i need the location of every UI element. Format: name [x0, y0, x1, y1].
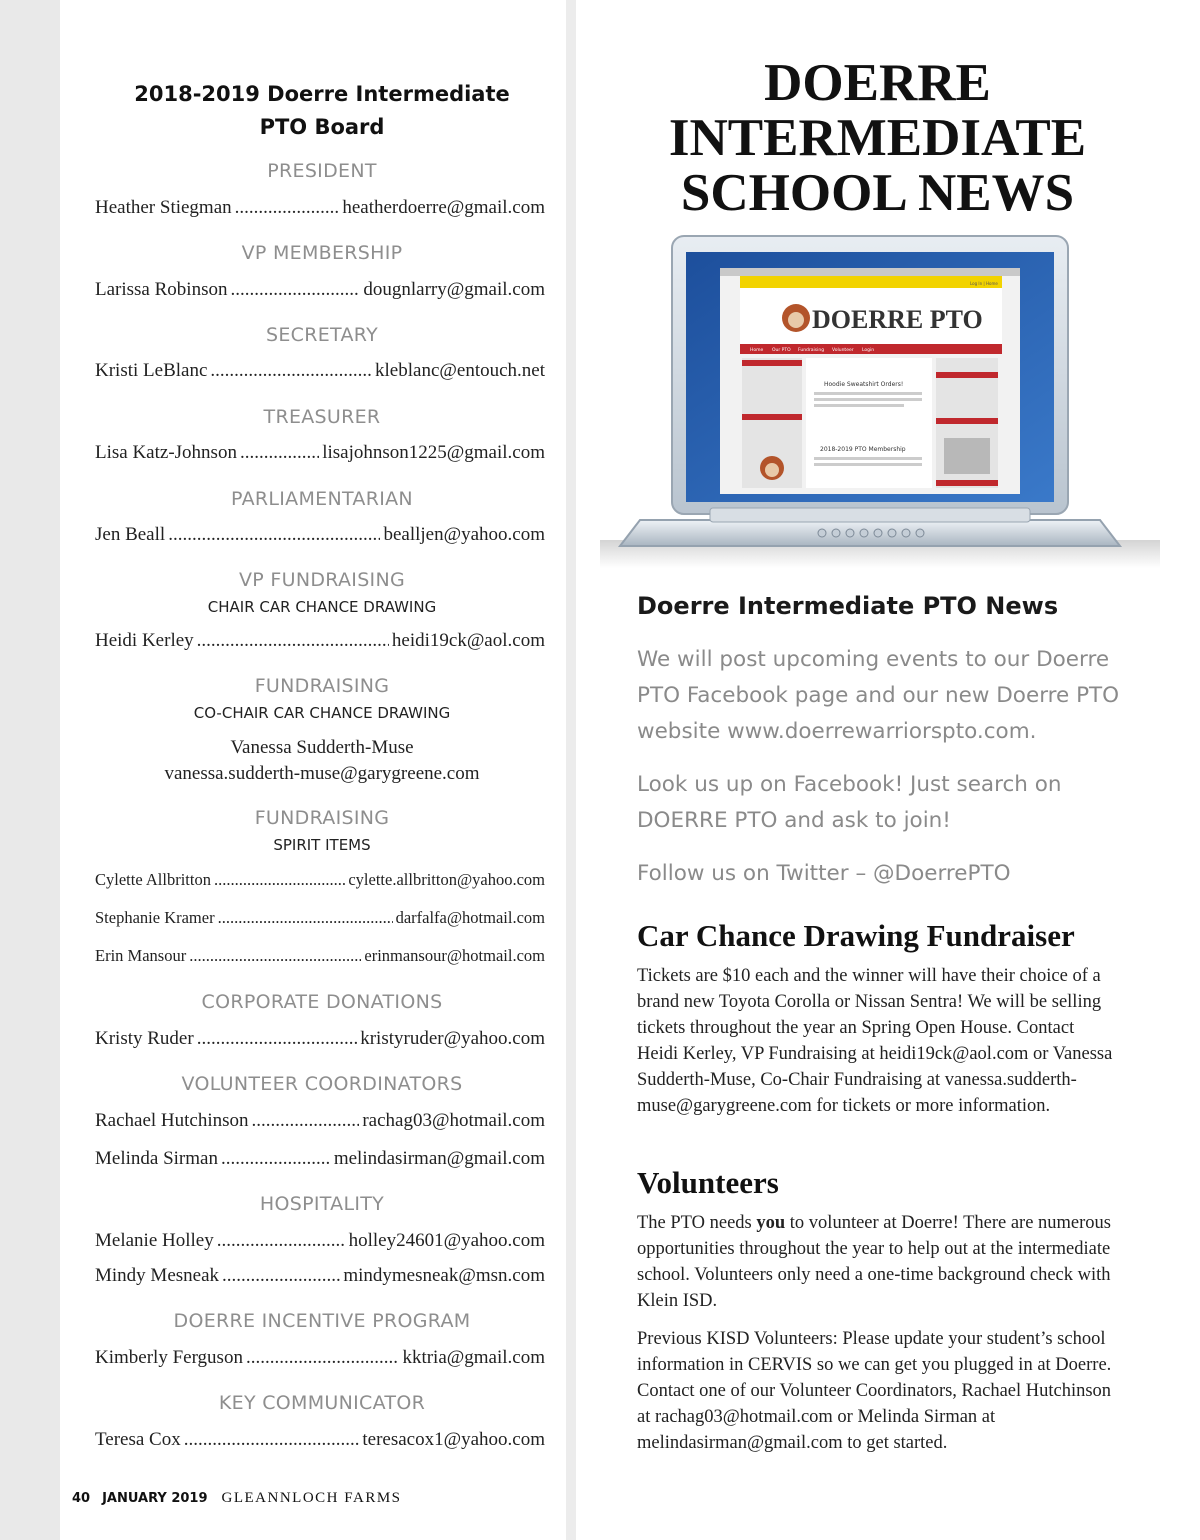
volunteers-paragraph: Previous KISD Volunteers: Please update your student’s school information in CERVIS so we can get you plugged in at Doerre. Contact one of our Volunteer Coordinators, Rachael Hutchinson at rachag03@hotmail.com or Melinda Sirman at melindasirman@gmail.com to get started.: [637, 1329, 1112, 1453]
car-drawing-heading: Car Chance Drawing Fundraiser: [637, 918, 1075, 953]
member-email: kleblanc@entouch.net: [375, 360, 545, 381]
column-divider: [566, 0, 576, 1540]
member-row: [95, 1110, 545, 1132]
member-name: Kristi LeBlanc: [95, 360, 208, 381]
member-email: mindymesneak@msn.com: [343, 1265, 545, 1286]
member-email: melindasirman@gmail.com: [333, 1148, 545, 1169]
member-row: [95, 524, 545, 546]
member-email: cylette.allbritton@yahoo.com: [348, 870, 545, 889]
masthead: DOERRE INTERMEDIATE SCHOOL NEWS: [668, 54, 1087, 222]
member-row: [95, 360, 545, 382]
member-name: Melanie Holley: [95, 1230, 214, 1251]
member-row: [95, 1347, 545, 1369]
volunteers-paragraph: The PTO needs you to volunteer at Doerre! There are numerous opportunities throughout the year to help out at the intermediate school. Volunteers only need a one-time background check with Klein ISD.: [637, 1213, 1112, 1311]
site-title: DOERRE PTO: [812, 305, 983, 334]
role-hospitality: HOSPITALITY: [259, 1193, 385, 1215]
member-email: dougnlarry@gmail.com: [363, 279, 545, 300]
member-row: [95, 279, 545, 301]
member-row: [95, 1028, 545, 1050]
texas-map-icon: [944, 438, 990, 474]
role-corporate-donations: CORPORATE DONATIONS: [201, 991, 443, 1013]
member-name: Mindy Mesneak: [95, 1265, 220, 1286]
member-email: kristyruder@yahoo.com: [360, 1028, 545, 1049]
role-fundraising: FUNDRAISING: [254, 675, 390, 697]
member-row: [95, 1265, 545, 1287]
member-name: Larissa Robinson: [95, 279, 228, 300]
role-volunteer-coordinators: VOLUNTEER COORDINATORS: [181, 1073, 463, 1095]
left-margin-band: [0, 0, 60, 1540]
member-name: Cylette Allbritton: [95, 870, 211, 889]
member-name: Erin Mansour: [95, 946, 187, 965]
member-row: [95, 1148, 545, 1170]
role-fundraising: FUNDRAISING: [254, 807, 390, 829]
member-row: [95, 908, 545, 928]
role-vp-fundraising: VP FUNDRAISING: [238, 569, 405, 591]
role-key-communicator: KEY COMMUNICATOR: [218, 1392, 426, 1414]
issue-date: JANUARY 2019: [102, 1491, 208, 1506]
member-row: [95, 442, 545, 464]
member-name: Kimberly Ferguson: [95, 1347, 243, 1368]
volunteers-heading: Volunteers: [637, 1165, 779, 1200]
site-headline-membership: 2018-2019 PTO Membership: [820, 446, 906, 453]
nav-our-pto: Our PTO: [772, 348, 791, 353]
role-incentive-program: DOERRE INCENTIVE PROGRAM: [173, 1310, 471, 1332]
member-email: darfalfa@hotmail.com: [395, 908, 545, 927]
role-subtitle: CHAIR CAR CHANCE DRAWING: [207, 598, 437, 616]
member-name: Heather Stiegman: [95, 197, 232, 218]
site-topbar: [740, 276, 1002, 288]
role-parliamentarian: PARLIAMENTARIAN: [231, 488, 413, 510]
laptop-illustration: [600, 228, 1160, 568]
member-email: bealljen@yahoo.com: [383, 524, 545, 545]
role-treasurer: TREASURER: [263, 406, 381, 428]
role-president: PRESIDENT: [267, 160, 377, 182]
role-secretary: SECRETARY: [266, 324, 378, 346]
news-paragraph: We will post upcoming events to our Doerre PTO Facebook page and our new Doerre PTO website www.doerrewarriorspto.com.: [637, 647, 1120, 744]
member-name: Jen Beall: [95, 524, 166, 545]
page-number: 40: [72, 1491, 91, 1506]
member-row: [95, 1230, 545, 1252]
member-email: kktria@gmail.com: [402, 1347, 545, 1368]
member-email: erinmansour@hotmail.com: [364, 946, 545, 965]
laptop-keyboard: [710, 508, 1030, 522]
nav-login: Login: [862, 348, 875, 353]
role-subtitle: CO-CHAIR CAR CHANCE DRAWING: [193, 704, 451, 722]
site-login-link: Log In | Home: [970, 281, 998, 286]
nav-volunteer: Volunteer: [832, 348, 854, 353]
member-name: Heidi Kerley: [95, 630, 194, 651]
member-email: lisajohnson1225@gmail.com: [322, 442, 545, 463]
member-email: holley24601@yahoo.com: [348, 1230, 545, 1251]
nav-home: Home: [750, 348, 764, 353]
member-name: Melinda Sirman: [95, 1148, 218, 1169]
member-row: [95, 946, 545, 966]
magazine-name: GLEANNLOCH FARMS: [221, 1490, 402, 1506]
page-footer: [72, 1490, 402, 1507]
member-email: vanessa.sudderth-muse@garygreene.com: [164, 763, 480, 784]
car-drawing-body: Tickets are $10 each and the winner will have their choice of a brand new Toyota Corolla or Nissan Sentra! We will be selling tickets throughout the year an Spring Open House. Contact Heidi Kerley, VP Fundraising at heidi19ck@aol.com or Vanessa Sudderth-Muse, Co-Chair Fundraising at vanessa.sudderth-muse@garygreene.com for tickets or more information.: [637, 966, 1113, 1116]
member-email: rachag03@hotmail.com: [362, 1110, 545, 1131]
site-headline-hoodie: Hoodie Sweatshirt Orders!: [824, 381, 904, 388]
site-main-content: [806, 358, 932, 488]
news-paragraph: Look us up on Facebook! Just search on DOERRE PTO and ask to join!: [637, 772, 1062, 833]
member-name: Rachael Hutchinson: [95, 1110, 249, 1131]
browser-titlebar: [720, 268, 1020, 276]
member-name: Stephanie Kramer: [95, 908, 215, 927]
twitter-line: Follow us on Twitter – @DoerrePTO: [637, 861, 1011, 886]
role-vp-membership: VP MEMBERSHIP: [241, 242, 403, 264]
board-title: 2018-2019 Doerre Intermediate PTO Board: [134, 82, 510, 139]
member-name: Vanessa Sudderth-Muse: [230, 737, 414, 758]
nav-fundraising: Fundraising: [798, 348, 825, 353]
member-row: [95, 1429, 545, 1451]
member-row: [95, 630, 545, 652]
member-email: heidi19ck@aol.com: [391, 630, 545, 651]
laptop-base: [620, 520, 1120, 546]
news-heading: Doerre Intermediate PTO News: [637, 592, 1059, 620]
member-email: heatherdoerre@gmail.com: [342, 197, 545, 218]
role-subtitle: SPIRIT ITEMS: [273, 836, 371, 854]
member-name: Kristy Ruder: [95, 1028, 194, 1049]
member-name: Lisa Katz-Johnson: [95, 442, 237, 463]
member-row: [95, 870, 545, 890]
member-row: [95, 197, 545, 219]
member-email: teresacox1@yahoo.com: [362, 1429, 545, 1450]
member-name: Teresa Cox: [95, 1429, 181, 1450]
